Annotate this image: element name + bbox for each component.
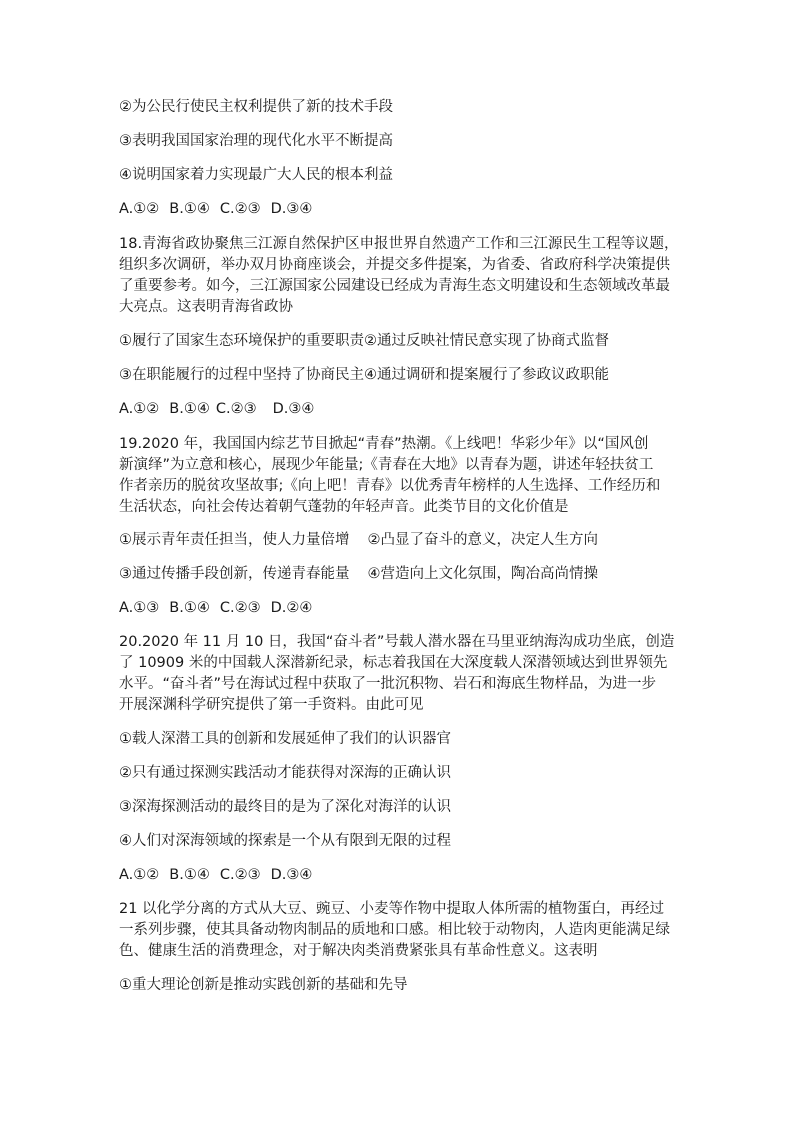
choice-d: D.③④: [270, 201, 313, 217]
q19-stem-line-1: 19.2020 年，我国国内综艺节目掀起“青春”热潮。《上线吧！华彩少年》以“国风创: [119, 436, 649, 452]
q19-statement-4: ④营造向上文化氛围，陶冶高尚情操: [367, 566, 598, 582]
q17-statement-2: ②为公民行使民主权利提供了新的技术手段: [119, 99, 393, 115]
q21-stem-line-2: 一系列步骤，使其具备动物肉制品的质地和口感。相比较于动物肉，人造肉更能满足绿: [119, 922, 670, 938]
q18-stem-line-3: 了重要参考。如今，三江源国家公园建设已经成为青海生态文明建设和生态领域改革最: [119, 278, 670, 294]
choice-a: A.①②: [119, 201, 160, 217]
q19-statements-1-2: [119, 530, 598, 551]
q21-stem-line-3: 色、健康生活的消费理念，对于解决肉类消费紧张具有革命性意义。这表明: [119, 943, 598, 959]
q18-stem-line-2: 组织多次调研，举办双月协商座谈会，并提交多件提案，为省委、省政府科学决策提供: [119, 257, 670, 273]
q19-stem-line-2: 新演绎”为立意和核心，展现少年能量;《青春在大地》以青春为题，讲述年轻扶贫工: [119, 457, 654, 473]
q18-statements-1-2: ①履行了国家生态环境保护的重要职责②通过反映社情民意实现了协商式监督: [119, 333, 609, 349]
q19-statement-1: ①展示青年责任担当，使人力量倍增: [119, 532, 350, 548]
q19-statement-3: ③通过传播手段创新，传递青春能量: [119, 566, 350, 582]
q18-statements-3-4: ③在职能履行的过程中坚持了协商民主④通过调研和提案履行了参政议政职能: [119, 367, 609, 383]
q20-stem-line-1: 20.2020 年 11 月 10 日，我国“奋斗者”号载人潜水器在马里亚纳海沟成功坐底，创造: [119, 634, 675, 650]
q19-statement-2: ②凸显了奋斗的意义，决定人生方向: [367, 532, 598, 548]
q20-statement-2: ②只有通过探测实践活动才能获得对深海的正确认识: [119, 765, 451, 781]
q20-statement-3: ③深海探测活动的最终目的是为了深化对海洋的认识: [119, 799, 451, 815]
choice-a: A.①②: [119, 867, 160, 883]
choice-b: B.①④: [169, 600, 210, 616]
choice-c: C.②③: [219, 201, 261, 217]
q19-stem-line-3: 作者亲历的脱贫攻坚故事;《向上吧！青春》以优秀青年榜样的人生选择、工作经历和: [119, 478, 661, 494]
q19-statements-3-4: [119, 564, 598, 585]
q19-choices: [119, 598, 312, 619]
choice-a: A.①②: [119, 401, 160, 417]
q17-statement-4: ④说明国家着力实现最广大人民的根本利益: [119, 167, 393, 183]
choice-b: B.①④: [169, 201, 210, 217]
choice-c: C.②③: [219, 867, 261, 883]
choice-d: D.②④: [270, 600, 313, 616]
choice-b: B.①④: [169, 867, 210, 883]
q18-stem-line-4: 大亮点。这表明青海省政协: [119, 299, 293, 315]
q18-choices: [119, 399, 314, 420]
q17-statement-3: ③表明我国国家治理的现代化水平不断提高: [119, 133, 393, 149]
q21-statement-1: ①重大理论创新是推动实践创新的基础和先导: [119, 977, 408, 993]
q18-stem-line-1: 18.青海省政协聚焦三江源自然保护区申报世界自然遗产工作和三江源民生工程等议题，: [119, 236, 679, 252]
q19-stem-line-4: 生活状态，向社会传达着朝气蓬勃的年轻声音。此类节目的文化价值是: [119, 499, 569, 515]
q21-stem-line-1: 21 以化学分离的方式从大豆、豌豆、小麦等作物中提取人体所需的植物蛋白，再经过: [119, 901, 665, 917]
q20-statement-4: ④人们对深海领域的探索是一个从有限到无限的过程: [119, 833, 451, 849]
choice-a: A.①③: [119, 600, 160, 616]
q17-choices: [119, 199, 312, 220]
choice-b: B.①④: [169, 401, 210, 417]
q20-statement-1: ①载人深潜工具的创新和发展延伸了我们的认识器官: [119, 731, 451, 747]
choice-d: D.③④: [272, 401, 315, 417]
q20-stem-line-2: 了 10909 米的中国载人深潜新纪录，标志着我国在大深度载人深潜领域达到世界领先: [119, 655, 668, 671]
choice-c: C.②③: [219, 600, 261, 616]
q20-stem-line-3: 水平。“奋斗者”号在海试过程中获取了一批沉积物、岩石和海底生物样品，为进一步: [119, 676, 657, 692]
choice-d: D.③④: [270, 867, 313, 883]
q20-choices: [119, 865, 312, 886]
q20-stem-line-4: 开展深渊科学研究提供了第一手资料。由此可见: [119, 697, 424, 713]
choice-c: C.②③: [215, 401, 257, 417]
